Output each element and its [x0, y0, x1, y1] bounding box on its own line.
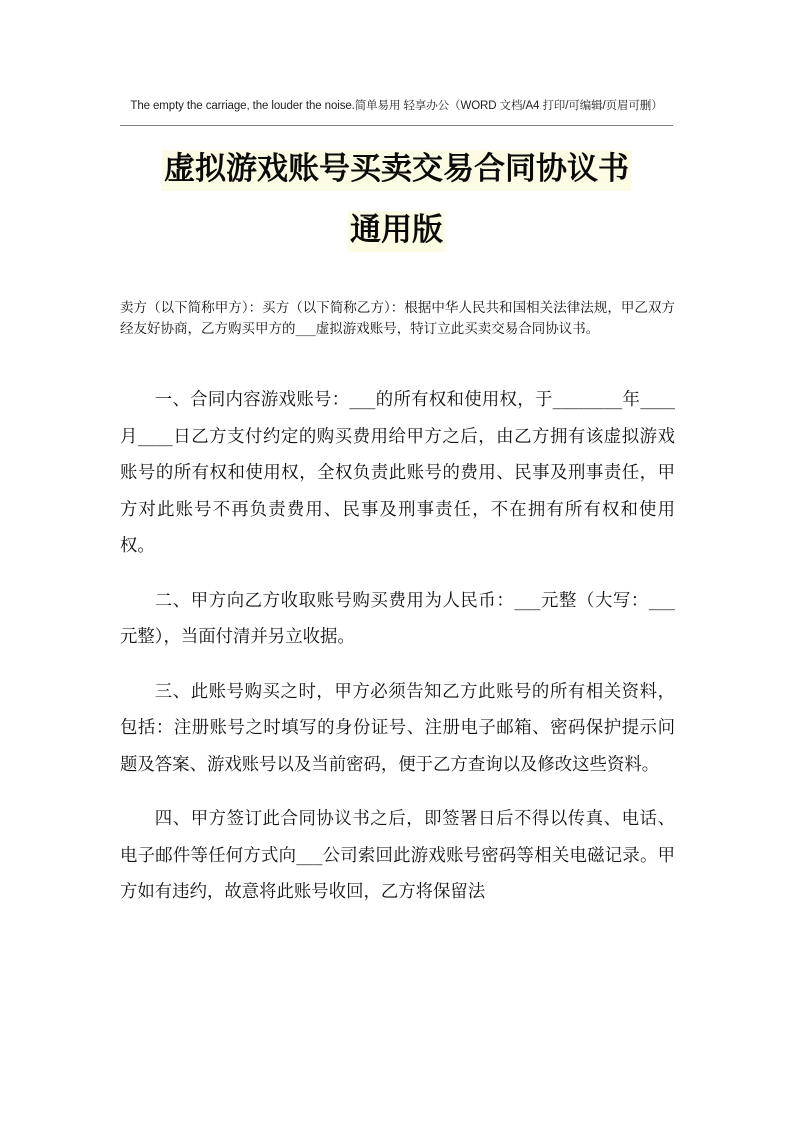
page-header: The empty the carriage, the louder the noise.简单易用 轻享办公（WORD 文档/A4 打印/可编辑/页眉可删）	[130, 100, 663, 112]
document-title: 虚拟游戏账号买卖交易合同协议书	[162, 150, 631, 191]
intro-paragraph: 卖方（以下简称甲方）：买方（以下简称乙方）：根据中华人民共和国相关法律法规，甲乙双方经友好协商，乙方购买甲方的___虚拟游戏账号，特订立此买卖交易合同协议书。	[120, 300, 675, 337]
clause-4: 四、甲方签订此合同协议书之后，即签署日后不得以传真、电话、电子邮件等任何方式向___公司索回此游戏账号密码等相关电磁记录。甲方如有违约，故意将此账号收回，乙方将保留法	[120, 809, 675, 902]
title-sub-wrap	[0, 211, 793, 252]
clause-2: 二、甲方向乙方收取账号购买费用为人民币：___元整（大写：___元整），当面付清并另立收据。	[120, 590, 675, 647]
document-subtitle: 通用版	[348, 211, 445, 252]
clause-3: 三、此账号购买之时，甲方必须告知乙方此账号的所有相关资料，包括：注册账号之时填写的身份证号、注册电子邮箱、密码保护提示问题及答案、游戏账号以及当前密码，便于乙方查询以及修改这些资料。	[120, 681, 675, 775]
clauses-section	[120, 382, 675, 929]
header-divider	[120, 125, 673, 126]
title-main-wrap	[0, 150, 793, 191]
clause-1: 一、合同内容游戏账号：___的所有权和使用权，于________年____月____日乙方支付约定的购买费用给甲方之后，由乙方拥有该虚拟游戏账号的所有权和使用权，全权负责此账号的费用、民事及刑事责任，甲方对此账号不再负责费用、民事及刑事责任，不在拥有所有权和使用权。	[120, 390, 675, 556]
